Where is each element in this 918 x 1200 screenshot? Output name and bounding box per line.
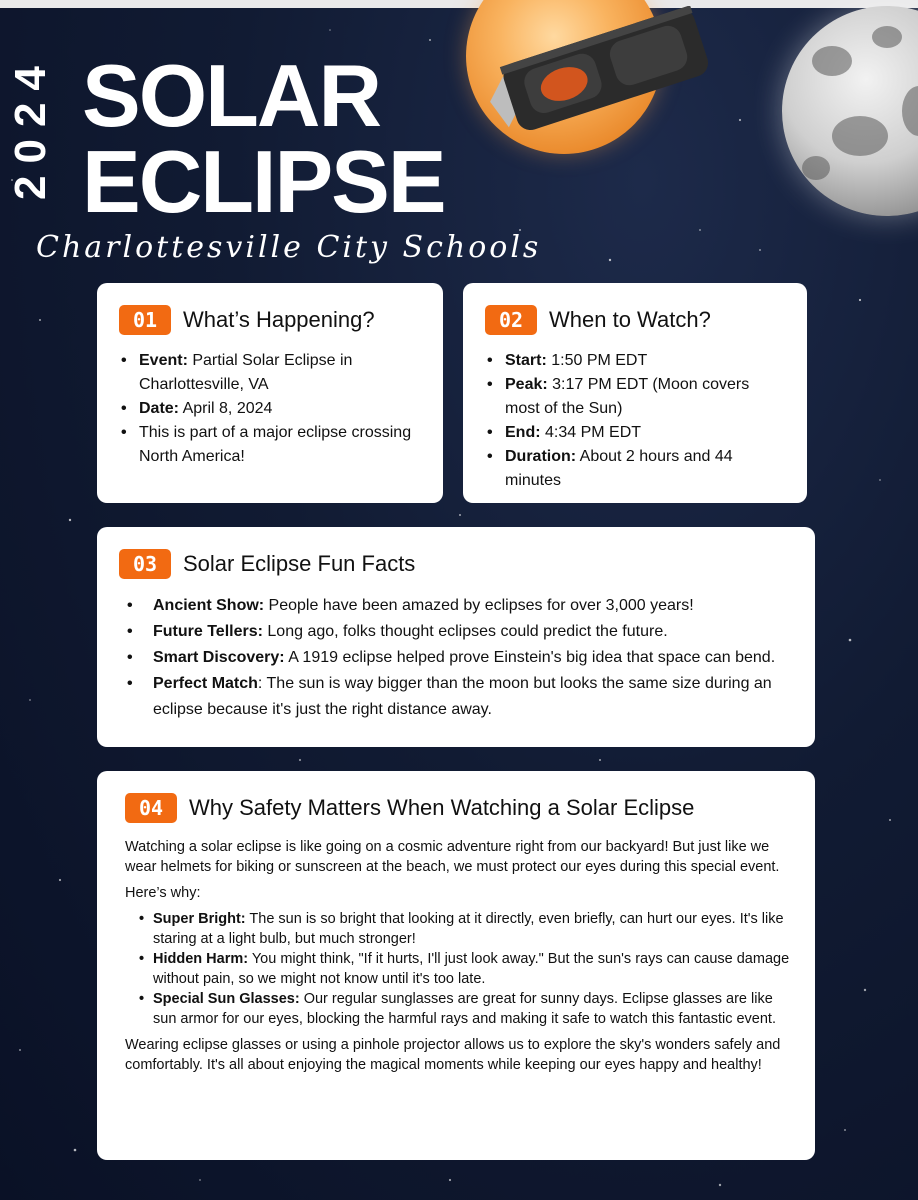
list-item: [119, 349, 421, 397]
item-text: April 8, 2024: [179, 400, 273, 417]
list-item: [125, 593, 793, 619]
card-fun-facts: [97, 527, 815, 747]
item-text: Long ago, folks thought eclipses could predict the future.: [262, 623, 668, 640]
item-label: Ancient Show:: [153, 597, 265, 614]
item-label: Date:: [139, 400, 180, 417]
list-item: [485, 421, 785, 445]
card-header: [125, 793, 793, 823]
item-text: People have been amazed by eclipses for over 3,000 years!: [264, 597, 694, 614]
item-text: 4:34 PM EDT: [540, 424, 642, 441]
item-label: Duration:: [505, 448, 577, 465]
item-text: This is part of a major eclipse crossing North America!: [139, 424, 412, 465]
item-text: You might think, "If it hurts, I'll just look away." But the sun's rays can cause damage without pain, so we might not know until it's too late.: [153, 951, 790, 987]
list-item: [125, 619, 793, 645]
item-label: Hidden Harm:: [153, 951, 249, 967]
list-item: [485, 373, 785, 421]
title-solar: SOLAR: [82, 46, 380, 145]
list-item: [119, 397, 421, 421]
section-number-badge: 04: [125, 793, 177, 823]
item-label: Peak:: [505, 376, 548, 393]
item-label: Smart Discovery:: [153, 649, 285, 666]
item-label: End:: [505, 424, 541, 441]
item-text: Partial Solar Eclipse in Charlottesville, VA: [139, 352, 353, 393]
item-text: Our regular sunglasses are great for sunny days. Eclipse glasses are like sun armor for our eyes, blocking the harmful rays and making it safe to watch this fantastic event.: [153, 991, 776, 1027]
item-text: The sun is so bright that looking at it directly, even briefly, can hurt our eyes. It's like staring at a light bulb, but much stronger!: [153, 911, 784, 947]
list-item: [125, 671, 793, 723]
item-text: A 1919 eclipse helped prove Einstein's big idea that space can bend.: [284, 649, 776, 666]
list-item: [485, 349, 785, 373]
list-item: [137, 989, 793, 1029]
list-item: [137, 909, 793, 949]
list-item: [137, 949, 793, 989]
bullet-list: [125, 909, 793, 1029]
section-title: What’s Happening?: [183, 307, 375, 332]
card-whats-happening: [97, 283, 443, 503]
item-text: 1:50 PM EDT: [546, 352, 648, 369]
item-label: Special Sun Glasses:: [153, 991, 300, 1007]
item-label: Event:: [139, 352, 188, 369]
bullet-list: [485, 349, 785, 493]
year-label: 2024: [6, 54, 55, 200]
bullet-list: [119, 593, 793, 723]
item-text: 3:17 PM EDT (Moon covers most of the Sun): [505, 376, 750, 417]
subtitle-school-name: Charlottesville City Schools: [36, 230, 542, 265]
list-item: [125, 645, 793, 671]
lead-text: Here’s why:: [125, 885, 201, 901]
card-when-to-watch: [463, 283, 807, 503]
section-title: Solar Eclipse Fun Facts: [183, 551, 416, 576]
section-title: Why Safety Matters When Watching a Solar Eclipse: [189, 795, 695, 820]
outro-paragraph: Wearing eclipse glasses or using a pinhole projector allows us to explore the sky's wonders safely and comfortably. It's all about enjoying the magical moments while keeping our eyes happy and healthy!: [125, 1037, 781, 1073]
item-label: Super Bright:: [153, 911, 246, 927]
card-header: [485, 305, 785, 335]
title-eclipse: ECLIPSE: [82, 132, 445, 231]
item-label: Future Tellers:: [153, 623, 263, 640]
section-number-badge: 02: [485, 305, 537, 335]
list-item: [119, 421, 421, 469]
bullet-list: [119, 349, 421, 469]
item-label: Perfect Match: [153, 675, 258, 692]
item-text: : The sun is way bigger than the moon but looks the same size during an eclipse because it's just the right distance away.: [153, 675, 772, 718]
section-number-badge: 03: [119, 549, 171, 579]
intro-paragraph: Watching a solar eclipse is like going on a cosmic adventure right from our backyard! But just like we wear helmets for biking or sunscreen at the beach, we must protect our eyes during this special event.: [125, 839, 780, 875]
item-text: About 2 hours and 44 minutes: [505, 448, 733, 489]
card-header: [119, 305, 421, 335]
list-item: [485, 445, 785, 493]
section-title: When to Watch?: [549, 307, 711, 332]
section-number-badge: 01: [119, 305, 171, 335]
eclipse-glasses-icon: [476, 6, 726, 136]
card-safety: [97, 771, 815, 1160]
card-header: [119, 549, 793, 579]
item-label: Start:: [505, 352, 547, 369]
